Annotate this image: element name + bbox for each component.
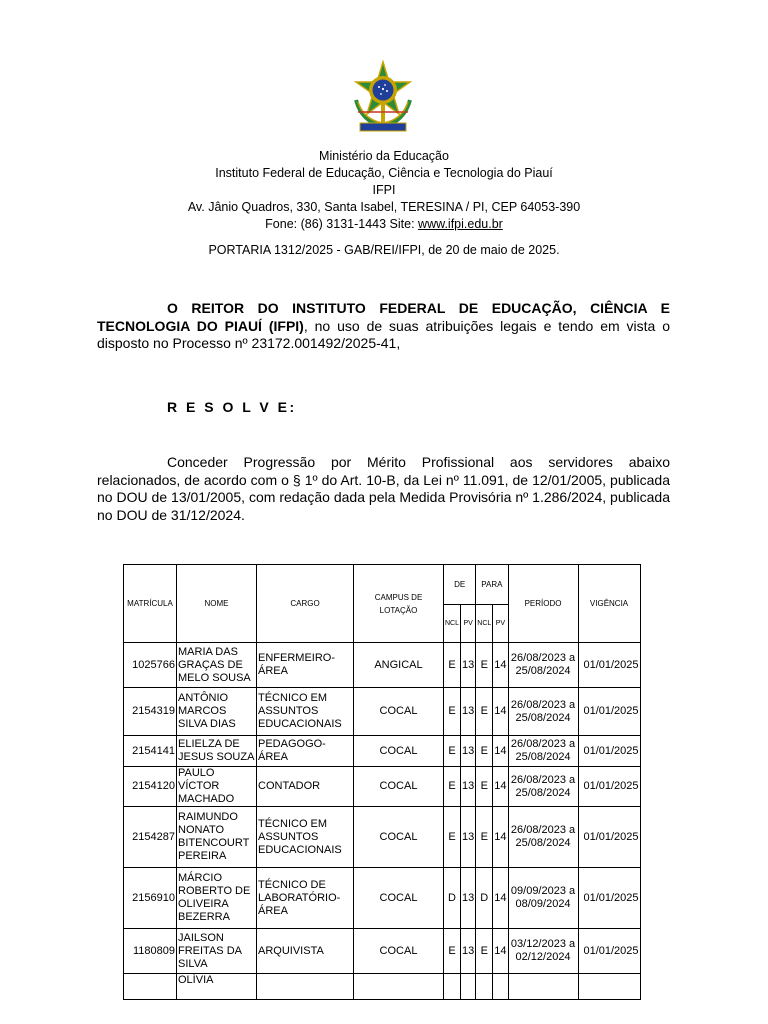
col-header-campus: CAMPUS DE LOTAÇÃO <box>354 565 444 643</box>
table-row <box>124 807 641 868</box>
portaria-title: PORTARIA 1312/2025 - GAB/REI/IFPI, de 20 de maio de 2025. <box>208 243 560 257</box>
cell-para-pv <box>493 974 508 1000</box>
cell-matricula: 1025766 <box>124 643 177 688</box>
institution-header <box>0 148 768 233</box>
brazil-coat-of-arms-icon <box>348 60 418 136</box>
cell-vigencia: 01/01/2025 <box>578 736 640 767</box>
cell-de-pv: 13 <box>461 643 476 688</box>
cell-nome: OLÍVIA <box>177 974 257 1000</box>
cell-periodo: 09/09/2023 a 08/09/2024 <box>508 868 578 929</box>
cell-de-pv: 13 <box>461 767 476 807</box>
cell-cargo: TÉCNICO EM ASSUNTOS EDUCACIONAIS <box>257 807 354 868</box>
table-row <box>124 643 641 688</box>
cell-para-pv: 14 <box>493 643 508 688</box>
cell-de-ncl: E <box>444 767 461 807</box>
cell-para-ncl: E <box>476 807 493 868</box>
cell-de-pv: 13 <box>461 929 476 974</box>
col-header-cargo: CARGO <box>257 565 354 643</box>
intro-paragraph <box>97 300 670 353</box>
cell-cargo: ENFERMEIRO-ÁREA <box>257 643 354 688</box>
body-paragraph <box>97 454 670 524</box>
cell-para-pv: 14 <box>493 688 508 736</box>
cell-campus: COCAL <box>354 868 444 929</box>
cell-nome: ANTÔNIO MARCOS SILVA DIAS <box>177 688 257 736</box>
cell-para-pv: 14 <box>493 767 508 807</box>
cell-para-pv: 14 <box>493 868 508 929</box>
col-header-para: PARA <box>476 565 508 605</box>
col-header-nome: NOME <box>177 565 257 643</box>
cell-nome: ELIELZA DE JESUS SOUZA <box>177 736 257 767</box>
cell-matricula: 2156910 <box>124 868 177 929</box>
cell-matricula: 1180809 <box>124 929 177 974</box>
phone-text: Fone: (86) 3131-1443 Site: <box>265 217 419 231</box>
cell-vigencia: 01/01/2025 <box>578 643 640 688</box>
cell-de-pv <box>461 974 476 1000</box>
body-text: Conceder Progressão por Mérito Profissional aos servidores abaixo relacionados, de acordo com o § 1º do Art. 10-B, da Lei nº 11.091, de 12/01/2005, publicada no DOU de 13/01/2005, com redação dada pela Medida Provisória nº 1.286/2024, publicada no DOU de 31/12/2024. <box>97 454 670 523</box>
cell-nome: MÁRCIO ROBERTO DE OLIVEIRA BEZERRA <box>177 868 257 929</box>
cell-campus: COCAL <box>354 929 444 974</box>
cell-periodo: 26/08/2023 a 25/08/2024 <box>508 688 578 736</box>
cell-de-pv: 13 <box>461 868 476 929</box>
cell-para-ncl: E <box>476 767 493 807</box>
col-header-matricula: MATRÍCULA <box>124 565 177 643</box>
contact-line <box>0 216 768 233</box>
col-header-para-ncl: NCL <box>476 605 493 643</box>
cell-de-pv: 13 <box>461 807 476 868</box>
cell-para-ncl: E <box>476 643 493 688</box>
cell-periodo <box>508 974 578 1000</box>
cell-para-ncl: E <box>476 929 493 974</box>
cell-campus <box>354 974 444 1000</box>
cell-periodo: 26/08/2023 a 25/08/2024 <box>508 767 578 807</box>
cell-de-pv: 13 <box>461 688 476 736</box>
cell-periodo: 26/08/2023 a 25/08/2024 <box>508 807 578 868</box>
cell-campus: COCAL <box>354 736 444 767</box>
cell-de-ncl: E <box>444 643 461 688</box>
ministry-name: Ministério da Educação <box>319 149 449 163</box>
cell-campus: COCAL <box>354 807 444 868</box>
cell-cargo: PEDAGOGO-ÁREA <box>257 736 354 767</box>
cell-vigencia: 01/01/2025 <box>578 767 640 807</box>
cell-de-pv: 13 <box>461 736 476 767</box>
cell-para-ncl: E <box>476 736 493 767</box>
cell-periodo: 03/12/2023 a 02/12/2024 <box>508 929 578 974</box>
table-row <box>124 868 641 929</box>
col-header-de-pv: PV <box>461 605 476 643</box>
cell-de-ncl: E <box>444 688 461 736</box>
cell-campus: COCAL <box>354 688 444 736</box>
cell-nome: PAULO VÍCTOR MACHADO <box>177 767 257 807</box>
table-row <box>124 929 641 974</box>
servers-table <box>123 564 641 1000</box>
cell-campus: COCAL <box>354 767 444 807</box>
cell-vigencia <box>578 974 640 1000</box>
cell-cargo: ARQUIVISTA <box>257 929 354 974</box>
table-row <box>124 974 641 1000</box>
cell-vigencia: 01/01/2025 <box>578 807 640 868</box>
table-row <box>124 688 641 736</box>
institute-acronym: IFPI <box>372 183 396 197</box>
cell-matricula <box>124 974 177 1000</box>
col-header-periodo: PERÍODO <box>508 565 578 643</box>
cell-vigencia: 01/01/2025 <box>578 929 640 974</box>
cell-periodo: 26/08/2023 a 25/08/2024 <box>508 643 578 688</box>
cell-de-ncl: E <box>444 929 461 974</box>
site-link[interactable]: www.ifpi.edu.br <box>418 217 503 231</box>
col-header-de-ncl: NCL <box>444 605 461 643</box>
resolve-heading: R E S O L V E: <box>167 399 297 415</box>
col-header-de: DE <box>444 565 476 605</box>
col-header-para-pv: PV <box>493 605 508 643</box>
intro-rest: , no uso de suas atribuições legais e tendo em vista o disposto no Processo nº 23172.001492/2025-41, <box>97 317 671 351</box>
cell-de-ncl <box>444 974 461 1000</box>
cell-cargo: TÉCNICO DE LABORATÓRIO-ÁREA <box>257 868 354 929</box>
cell-para-ncl <box>476 974 493 1000</box>
cell-matricula: 2154141 <box>124 736 177 767</box>
cell-de-ncl: E <box>444 807 461 868</box>
cell-nome: MARIA DAS GRAÇAS DE MELO SOUSA <box>177 643 257 688</box>
cell-matricula: 2154319 <box>124 688 177 736</box>
institute-name: Instituto Federal de Educação, Ciência e Tecnologia do Piauí <box>215 166 553 180</box>
cell-matricula: 2154287 <box>124 807 177 868</box>
cell-vigencia: 01/01/2025 <box>578 868 640 929</box>
table-row <box>124 767 641 807</box>
cell-cargo: TÉCNICO EM ASSUNTOS EDUCACIONAIS <box>257 688 354 736</box>
cell-para-ncl: D <box>476 868 493 929</box>
cell-nome: JAILSON FREITAS DA SILVA <box>177 929 257 974</box>
cell-campus: ANGICAL <box>354 643 444 688</box>
cell-cargo: CONTADOR <box>257 767 354 807</box>
cell-de-ncl: D <box>444 868 461 929</box>
table-header-row <box>124 565 641 605</box>
table-row <box>124 736 641 767</box>
intro-bold: O REITOR DO INSTITUTO FEDERAL DE EDUCAÇÃO, CIÊNCIA E TECNOLOGIA DO PIAUÍ (IFPI) <box>97 300 670 334</box>
cell-matricula: 2154120 <box>124 767 177 807</box>
cell-para-ncl: E <box>476 688 493 736</box>
cell-para-pv: 14 <box>493 929 508 974</box>
cell-de-ncl: E <box>444 736 461 767</box>
cell-para-pv: 14 <box>493 736 508 767</box>
col-header-vigencia: VIGÊNCIA <box>578 565 640 643</box>
cell-periodo: 26/08/2023 a 25/08/2024 <box>508 736 578 767</box>
institute-address: Av. Jânio Quadros, 330, Santa Isabel, TERESINA / PI, CEP 64053-390 <box>187 200 581 214</box>
cell-para-pv: 14 <box>493 807 508 868</box>
cell-nome: RAIMUNDO NONATO BITENCOURT PEREIRA <box>177 807 257 868</box>
cell-cargo <box>257 974 354 1000</box>
cell-vigencia: 01/01/2025 <box>578 688 640 736</box>
